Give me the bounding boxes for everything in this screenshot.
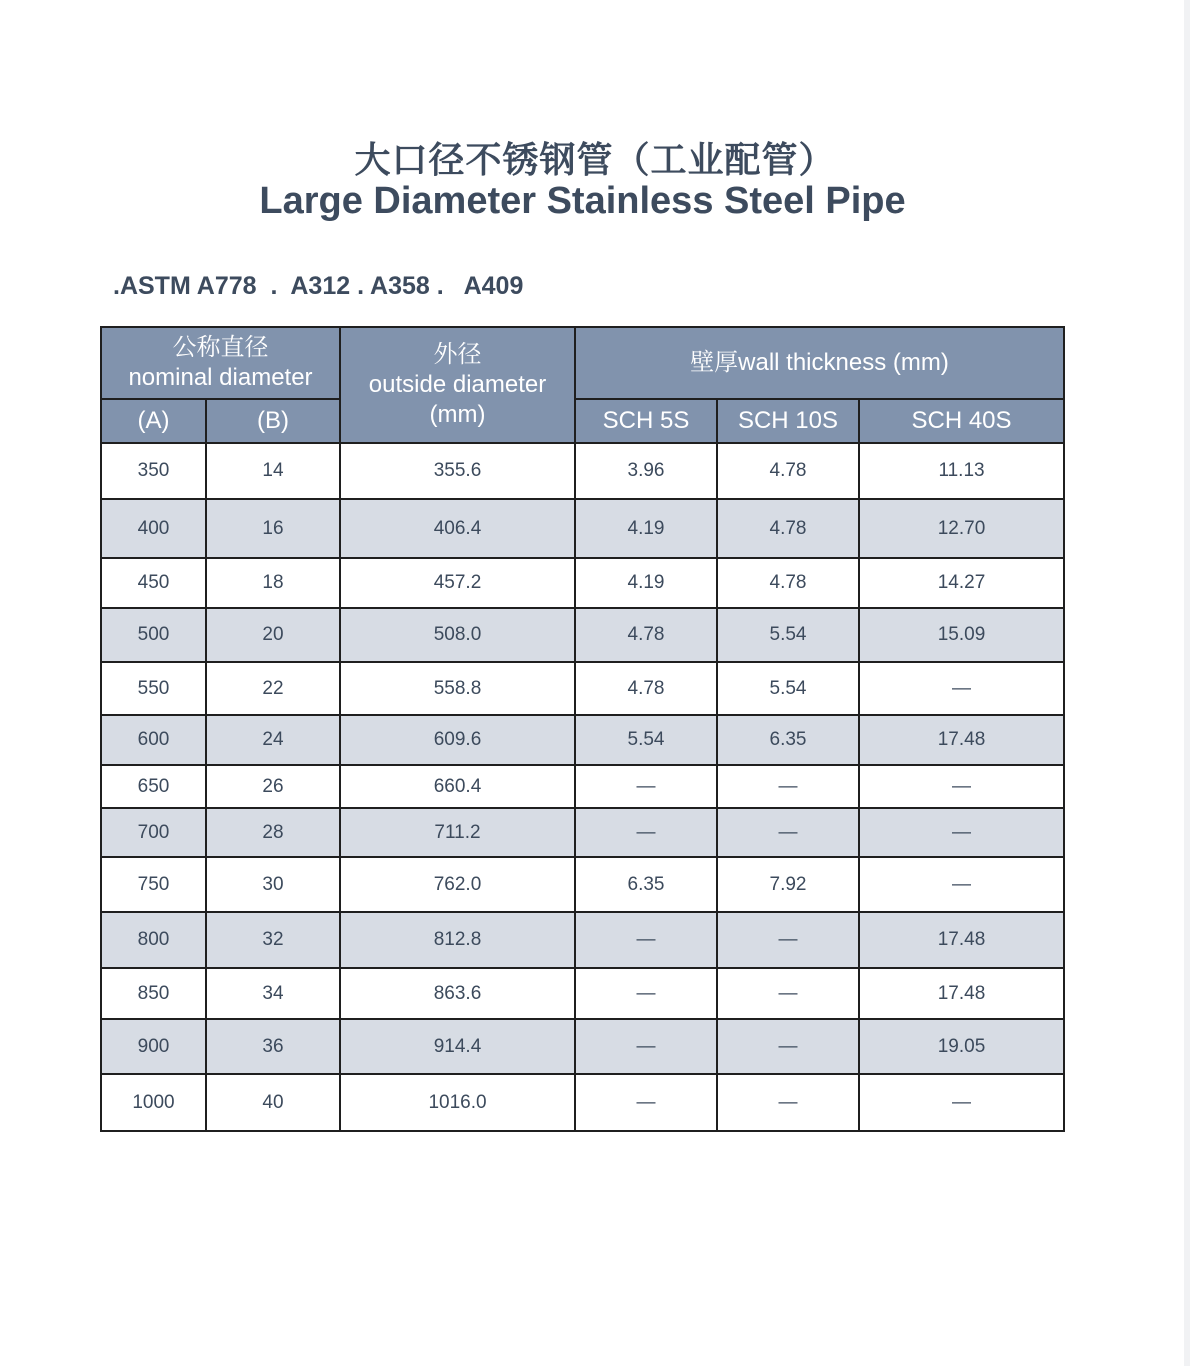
cell-a: 1000 <box>101 1074 206 1131</box>
cell-sch40s: 11.13 <box>859 443 1064 499</box>
cell-a: 550 <box>101 662 206 715</box>
cell-sch10s: 5.54 <box>717 608 859 662</box>
cell-sch5s: 4.78 <box>575 608 717 662</box>
cell-od: 508.0 <box>340 608 575 662</box>
cell-sch10s: — <box>717 968 859 1019</box>
cell-sch5s: 3.96 <box>575 443 717 499</box>
table-row <box>101 558 1064 608</box>
table-row <box>101 662 1064 715</box>
cell-sch40s: 17.48 <box>859 715 1064 765</box>
table-row <box>101 1019 1064 1074</box>
cell-a: 900 <box>101 1019 206 1074</box>
cell-od: 812.8 <box>340 912 575 968</box>
cell-sch10s: 4.78 <box>717 558 859 608</box>
table-row <box>101 499 1064 558</box>
outside-diameter-en: outside diameter <box>368 371 547 398</box>
cell-a: 850 <box>101 968 206 1019</box>
cell-b: 36 <box>206 1019 340 1074</box>
cell-a: 750 <box>101 857 206 912</box>
cell-od: 863.6 <box>340 968 575 1019</box>
wall-thickness-header: 壁厚wall thickness (mm) <box>575 327 1064 399</box>
col-b-header: (B) <box>206 399 340 443</box>
cell-b: 16 <box>206 499 340 558</box>
cell-od: 660.4 <box>340 765 575 808</box>
outside-diameter-unit: (mm) <box>429 401 486 428</box>
outside-diameter-cn: 外径 <box>433 341 482 368</box>
sch5s-header: SCH 5S <box>575 399 717 443</box>
cell-sch10s: — <box>717 1074 859 1131</box>
table-row <box>101 968 1064 1019</box>
cell-sch40s: 17.48 <box>859 912 1064 968</box>
cell-od: 609.6 <box>340 715 575 765</box>
cell-sch40s: — <box>859 857 1064 912</box>
cell-od: 355.6 <box>340 443 575 499</box>
cell-sch40s: — <box>859 765 1064 808</box>
cell-b: 26 <box>206 765 340 808</box>
table-row <box>101 608 1064 662</box>
cell-sch10s: — <box>717 765 859 808</box>
cell-a: 650 <box>101 765 206 808</box>
cell-a: 500 <box>101 608 206 662</box>
title-chinese: 大口径不锈钢管（工业配管） <box>354 140 836 181</box>
cell-a: 400 <box>101 499 206 558</box>
cell-sch5s: — <box>575 968 717 1019</box>
cell-sch40s: 14.27 <box>859 558 1064 608</box>
cell-b: 30 <box>206 857 340 912</box>
table-row <box>101 765 1064 808</box>
cell-sch40s: — <box>859 1074 1064 1131</box>
nominal-diameter-cn: 公称直径 <box>172 334 269 361</box>
cell-sch5s: 4.19 <box>575 499 717 558</box>
table-row <box>101 857 1064 912</box>
cell-b: 14 <box>206 443 340 499</box>
cell-sch10s: — <box>717 1019 859 1074</box>
standards-line: .ASTM A778 . A312 . A358 . A409 <box>113 272 524 300</box>
cell-sch40s: — <box>859 662 1064 715</box>
cell-a: 600 <box>101 715 206 765</box>
cell-od: 558.8 <box>340 662 575 715</box>
sch10s-header: SCH 10S <box>717 399 859 443</box>
cell-od: 762.0 <box>340 857 575 912</box>
cell-a: 450 <box>101 558 206 608</box>
cell-b: 20 <box>206 608 340 662</box>
cell-sch40s: — <box>859 808 1064 857</box>
cell-sch5s: 4.19 <box>575 558 717 608</box>
page-edge <box>1184 0 1190 1366</box>
cell-sch10s: 6.35 <box>717 715 859 765</box>
cell-od: 457.2 <box>340 558 575 608</box>
cell-sch5s: 6.35 <box>575 857 717 912</box>
table-row <box>101 808 1064 857</box>
table-row <box>101 912 1064 968</box>
cell-b: 32 <box>206 912 340 968</box>
cell-b: 40 <box>206 1074 340 1131</box>
cell-b: 34 <box>206 968 340 1019</box>
cell-a: 350 <box>101 443 206 499</box>
cell-sch10s: 4.78 <box>717 443 859 499</box>
cell-sch5s: — <box>575 912 717 968</box>
cell-b: 28 <box>206 808 340 857</box>
cell-od: 711.2 <box>340 808 575 857</box>
cell-sch40s: 12.70 <box>859 499 1064 558</box>
cell-sch10s: — <box>717 808 859 857</box>
cell-od: 1016.0 <box>340 1074 575 1131</box>
table-body <box>101 443 1064 1131</box>
cell-b: 24 <box>206 715 340 765</box>
col-a-header: (A) <box>101 399 206 443</box>
nominal-diameter-header <box>101 327 340 399</box>
cell-sch10s: 5.54 <box>717 662 859 715</box>
table-row <box>101 443 1064 499</box>
cell-od: 914.4 <box>340 1019 575 1074</box>
title-english: Large Diameter Stainless Steel Pipe <box>259 180 906 222</box>
cell-sch10s: 4.78 <box>717 499 859 558</box>
cell-b: 18 <box>206 558 340 608</box>
cell-sch40s: 19.05 <box>859 1019 1064 1074</box>
cell-a: 700 <box>101 808 206 857</box>
cell-od: 406.4 <box>340 499 575 558</box>
cell-sch5s: — <box>575 1074 717 1131</box>
cell-sch5s: — <box>575 765 717 808</box>
table-row <box>101 715 1064 765</box>
cell-b: 22 <box>206 662 340 715</box>
cell-sch40s: 17.48 <box>859 968 1064 1019</box>
outside-diameter-header <box>340 327 575 443</box>
table-header <box>101 327 1064 443</box>
cell-sch10s: 7.92 <box>717 857 859 912</box>
cell-sch5s: — <box>575 808 717 857</box>
cell-sch5s: 4.78 <box>575 662 717 715</box>
cell-sch5s: — <box>575 1019 717 1074</box>
table-row <box>101 1074 1064 1131</box>
nominal-diameter-en: nominal diameter <box>128 364 313 391</box>
cell-a: 800 <box>101 912 206 968</box>
cell-sch5s: 5.54 <box>575 715 717 765</box>
pipe-spec-table <box>100 326 1065 1132</box>
cell-sch10s: — <box>717 912 859 968</box>
sch40s-header: SCH 40S <box>859 399 1064 443</box>
cell-sch40s: 15.09 <box>859 608 1064 662</box>
